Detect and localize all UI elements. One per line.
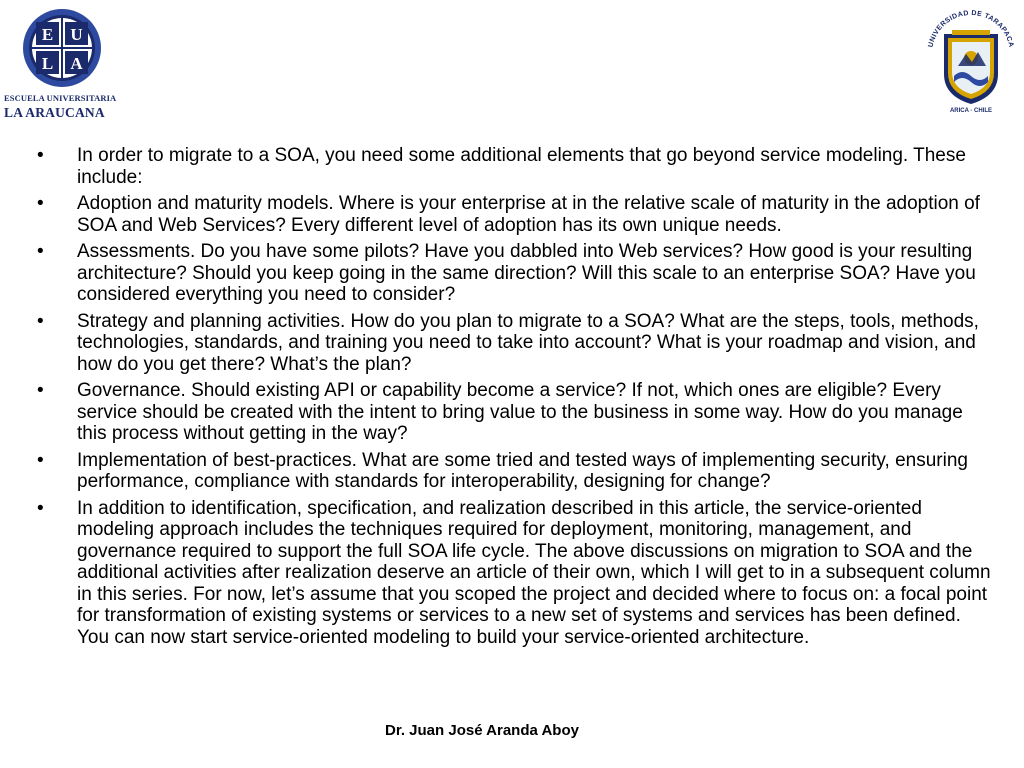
bullet-marker: • — [37, 497, 44, 519]
bullet-text: Strategy and planning activities. How do you plan to migrate to a SOA? What are the steps, tools, methods, technologies, standards, and training you need to take into account? What is your roadmap and vision, and how do you get there? What’s the plan? — [77, 310, 979, 375]
footer-author: Dr. Juan José Aranda Aboy — [385, 722, 579, 739]
eula-logo — [4, 8, 120, 124]
bullet-text: Governance. Should existing API or capability become a service? If not, which ones are eligible? Every service should be created with the intent to bring value to the business in some way. How do you manage this process without getting in the way? — [77, 380, 963, 444]
bullet-item — [33, 145, 995, 188]
bullet-item — [33, 193, 995, 236]
logo-letter-l: L — [41, 54, 54, 73]
bullet-item — [33, 498, 995, 649]
bullet-item — [33, 450, 995, 493]
university-seal — [922, 4, 1020, 116]
logo-letter-u: U — [70, 25, 83, 44]
bullet-text: In order to migrate to a SOA, you need some additional elements that go beyond service modeling. These include: — [77, 145, 966, 188]
bullet-text: Adoption and maturity models. Where is your enterprise at in the relative scale of maturity in the adoption of SOA and Web Services? Every different level of adoption has its own unique needs. — [77, 193, 980, 236]
bullet-marker: • — [37, 145, 44, 166]
logo-caption-line1: ESCUELA UNIVERSITARIA — [4, 93, 117, 103]
bullet-marker: • — [37, 241, 44, 262]
bullet-item — [33, 241, 995, 306]
bullet-text: In addition to identification, specification, and realization described in this article, the service-oriented modeling approach includes the techniques required for deployment, monitoring, management, and governance required to support the full SOA life cycle. The above discussions on migration to SOA and the additional activities after realization deserve an article of their own, which I will get to in a subsequent column in this series. For now, let’s assume that you scoped the project and decided where to focus on: a focal point for transformation of existing systems or services to a new set of systems and services has been defined. You can now start service-oriented modeling to build your service-oriented architecture. — [77, 497, 991, 648]
bullet-marker: • — [37, 380, 44, 401]
eula-emblem-icon — [22, 8, 102, 90]
logo-caption — [4, 94, 120, 119]
university-seal-icon — [922, 4, 1020, 116]
bullet-item — [33, 380, 995, 445]
bullet-marker: • — [37, 310, 44, 332]
seal-arc-text: UNIVERSIDAD DE TARAPACA — [927, 9, 1015, 49]
bullet-marker: • — [37, 193, 44, 214]
bullet-text: Implementation of best-practices. What are some tried and tested ways of implementing security, ensuring performance, compliance with standards for interoperability, designing for change? — [77, 449, 968, 492]
bullet-marker: • — [37, 449, 44, 471]
logo-letter-a: A — [70, 54, 83, 73]
logo-caption-line2: LA ARAUCANA — [4, 104, 105, 120]
logo-letter-e: E — [41, 25, 54, 44]
bullet-item — [33, 311, 995, 376]
bullet-text: Assessments. Do you have some pilots? Have you dabbled into Web services? How good is your resulting architecture? Should you keep going in the same direction? Will this scale to an enterprise SOA? Have you considered everything you need to consider? — [77, 241, 976, 305]
bullet-list — [33, 145, 995, 648]
slide-content — [33, 145, 995, 653]
seal-bottom-text: ARICA · CHILE — [949, 108, 993, 114]
